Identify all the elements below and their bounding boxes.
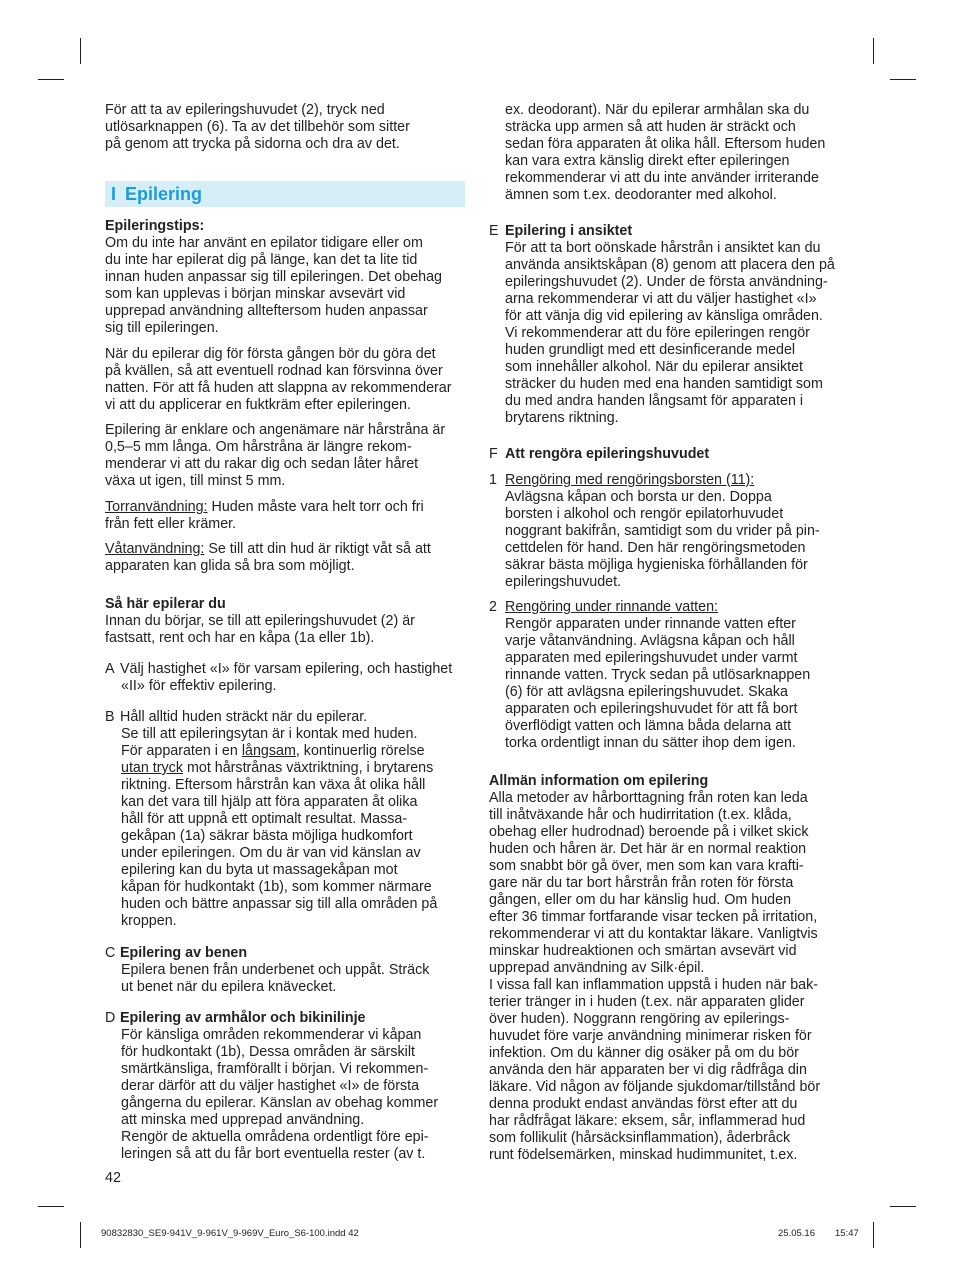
general-line: som snabbt bör gå över, men som kan vara krafti-: [489, 858, 804, 874]
step-b-line: kroppen.: [121, 913, 177, 929]
general-line: gången, eller om du har känslig hud. Om huden: [489, 892, 792, 908]
step-e-line: epileringshuvudet (2). Under de första användning-: [505, 274, 828, 290]
step-b-line: gekåpan (1a) säkrar bästa möjliga hudkomfort: [121, 828, 413, 844]
step-b-line: huden och bättre anpassar sig till alla områden på: [121, 896, 438, 912]
general-line: obehag eller hudrodnad) beroende på i vilket skick: [489, 824, 809, 840]
section-letter: I: [111, 184, 117, 204]
general-line: läkare. Vid någon av följande sjukdomar/tillstånd bör: [489, 1079, 821, 1095]
step-e-line: huden grundligt med ett desinficerande medel: [505, 342, 796, 358]
paragraph-line: När du epilerar dig för första gången bör du göra det: [105, 346, 436, 362]
cleaning-2-line: apparaten med epileringshuvudet under varmt: [505, 650, 798, 666]
step-b-text: För apparaten i en: [121, 743, 242, 759]
step-e-line: För att ta bort oönskade hårstrån i ansiktet kan du: [505, 240, 821, 256]
step-c-title: Epilering av benen: [120, 945, 248, 961]
general-heading: Allmän information om epilering: [489, 773, 709, 789]
step-d-line: För känsliga områden rekommenderar vi kåpan: [121, 1027, 422, 1043]
step-marker: A: [105, 661, 115, 677]
step-b-line: Se till att epileringsytan är i kontak med huden.: [121, 726, 418, 742]
intro-line: utlösarknappen (6). Ta av det tillbehör som sitter: [105, 119, 410, 135]
wet-use-line: apparaten kan glida så bra som möjligt.: [105, 558, 355, 574]
step-b-line: riktning. Eftersom hårstrån kan växa åt olika håll: [121, 777, 426, 793]
step-d-continued-line: kan vara extra känslig direkt efter epileringen: [505, 153, 790, 169]
paragraph-line: natten. För att få huden att slappna av rekommenderar: [105, 380, 452, 396]
step-b-line: under epileringen. Om du är van vid känslan av: [121, 845, 421, 861]
paragraph-line: Epilering är enklare och angenämare när hårstråna är: [105, 422, 446, 438]
step-b-underlined: långsam: [241, 743, 296, 759]
how-line: Innan du börjar, se till att epileringshuvudet (2) är: [105, 613, 415, 629]
step-d-line: för hudkontakt (1b), Dessa områden är särskilt: [121, 1044, 416, 1060]
step-c-line: ut benet när du epilera knävecket.: [121, 979, 337, 995]
dry-use-label: Torranvändning:: [105, 499, 208, 515]
step-b-line: håll för att uppnå ett optimalt resultat. Massa-: [121, 811, 408, 827]
cleaning-2-line: Rengör apparaten under rinnande vatten efter: [505, 616, 796, 632]
step-e-line: Vi rekommenderar att du före epileringen rengör: [505, 325, 810, 341]
crop-mark-top-left-horizontal: [38, 79, 64, 80]
step-marker: 2: [489, 599, 497, 615]
general-line: som follikulit (hårsäcksinflammation), åderbråck: [489, 1130, 791, 1146]
step-d-title: Epilering av armhålor och bikinilinje: [120, 1010, 366, 1026]
crop-mark-bottom-left-horizontal: [38, 1206, 64, 1207]
tips-line: Om du inte har använt en epilator tidigare eller om: [105, 235, 423, 251]
general-line: minskar hudreaktionen och smärtan avsevärt vid: [489, 943, 797, 959]
step-b-line: kåpan för hudkontakt (1b), som kommer närmare: [121, 879, 432, 895]
step-d-line: Rengör de aktuella områdena ordentligt före epi-: [121, 1129, 429, 1145]
general-line: huden och håren är. Det här är en normal reaktion: [489, 841, 807, 857]
step-d-continued-line: ex. deodorant). När du epilerar armhålan ska du: [505, 102, 810, 118]
cleaning-1-line: säkrar bästa möjliga hygieniska förhållanden för: [505, 557, 808, 573]
step-e-line: använda ansiktskåpan (8) genom att placera den på: [505, 257, 835, 273]
step-e-line: som innehåller alkohol. När du epilerar ansiktet: [505, 359, 804, 375]
step-b-underlined: utan tryck: [121, 760, 183, 776]
cleaning-2-line: överflödigt vatten och lämna båda delarna att: [505, 718, 792, 734]
tips-line: du inte har epilerat dig på länge, kan det ta lite tid: [105, 252, 418, 268]
step-b-line: kan det vara till hjälp att föra apparaten åt olika: [121, 794, 418, 810]
step-d-line: gångerna du epilerar. Känslan av obehag kommer: [121, 1095, 439, 1111]
how-heading: Så här epilerar du: [105, 596, 226, 612]
general-line: efter 36 timmar fortfarande visar tecken på irritation,: [489, 909, 818, 925]
crop-mark-bottom-right-horizontal: [890, 1206, 916, 1207]
step-f-title: Att rengöra epileringshuvudet: [505, 446, 710, 462]
step-e-line: arna rekommenderar vi att du väljer hastighet «I»: [505, 291, 817, 307]
cleaning-2-line: rinnande vatten. Tryck sedan på utlösarknappen: [505, 667, 811, 683]
general-line: huvudet före varje användning minimerar risken för: [489, 1028, 812, 1044]
cleaning-2-line: varje våtanvändning. Avlägsna kåpan och håll: [505, 633, 795, 649]
tips-line: innan huden anpassar sig till epileringen. Det obehag: [105, 269, 443, 285]
step-b-text: Håll alltid huden sträckt när du epilerar.: [120, 709, 368, 725]
cleaning-2-line: apparaten och epileringshuvudet för att få bort: [505, 701, 798, 717]
footer-filename: 90832830_SE9-941V_9-961V_9-969V_Euro_S6-100.indd 42: [101, 1228, 359, 1239]
cleaning-1-line: noggrant bakifrån, samtidigt som du vrider på pin-: [505, 523, 820, 539]
section-heading-epilering: [105, 181, 465, 207]
cleaning-1-line: borsten i alkohol och rengör epilatorhuvudet: [505, 506, 784, 522]
tips-line: som kan upplevas i början minskar avsevärt vid: [105, 286, 406, 302]
step-e-title: Epilering i ansiktet: [505, 223, 633, 239]
footer-time: 15:47: [835, 1228, 859, 1239]
cleaning-2-title: Rengöring under rinnande vatten:: [505, 599, 719, 615]
step-marker: D: [105, 1010, 116, 1026]
tips-heading: Epileringstips:: [105, 218, 205, 234]
cleaning-1-title: Rengöring med rengöringsborsten (11):: [505, 472, 755, 488]
general-line: till inåtväxande hår och hudirritation (t.ex. klåda,: [489, 807, 792, 823]
cleaning-2-line: torka ordentligt innan du sätter ihop dem igen.: [505, 735, 796, 751]
step-c-line: Epilera benen från underbenet och uppåt. Sträck: [121, 962, 430, 978]
general-line: I vissa fall kan inflammation uppstå i huden när bak-: [489, 977, 819, 993]
step-b-line: [121, 760, 473, 777]
cleaning-1-line: Avlägsna kåpan och borsta ur den. Doppa: [505, 489, 772, 505]
step-d-continued-line: sträcka upp armen så att huden är sträckt och: [505, 119, 796, 135]
crop-mark-bottom-right-vertical: [873, 1222, 874, 1248]
step-d-continued-line: ämnen som t.ex. deodoranter med alkohol.: [505, 187, 777, 203]
step-e-line: brytarens riktning.: [505, 410, 619, 426]
step-marker: 1: [489, 472, 497, 488]
general-line: rekommenderar vi att du kontaktar läkare. Vanligtvis: [489, 926, 818, 942]
step-e-line: för att vänja dig vid epilering av känsliga områden.: [505, 308, 823, 324]
general-line: runt födelsemärken, minskad hudimmunitet, t.ex.: [489, 1147, 798, 1163]
paragraph-line: på kvällen, så att eventuell rodnad kan försvinna över: [105, 363, 443, 379]
step-d-line: leringen så att du får bort eventuella rester (av t.: [121, 1146, 426, 1162]
paragraph-line: 0,5–5 mm långa. Om hårstråna är längre rekom-: [105, 439, 412, 455]
step-marker: B: [105, 709, 115, 725]
dry-use-line: från fett eller krämer.: [105, 516, 237, 532]
step-marker: E: [489, 223, 499, 239]
crop-mark-top-left-vertical: [80, 38, 81, 64]
step-e-line: sträcker du huden med ena handen samtidigt som: [505, 376, 823, 392]
step-b-line: [121, 743, 473, 760]
step-e-line: du med andra handen långsamt för apparaten i: [505, 393, 804, 409]
step-d-continued-line: rekommenderar vi att du inte använder irriterande: [505, 170, 819, 186]
general-line: terier tränger in i huden (t.ex. när apparaten glider: [489, 994, 805, 1010]
step-d-line: att minska med upprepad användning.: [121, 1112, 365, 1128]
cleaning-2-line: (6) för att avlägsna epileringshuvudet. Skaka: [505, 684, 788, 700]
step-a-text: Välj hastighet «I» för varsam epilering, och hastighet: [120, 661, 453, 677]
dry-use-line: [105, 499, 473, 516]
paragraph-line: menderar vi att du rakar dig och sedan låter håret: [105, 456, 419, 472]
general-line: över huden). Noggrann rengöring av epilerings-: [489, 1011, 790, 1027]
intro-line: För att ta av epileringshuvudet (2), tryck ned: [105, 102, 385, 118]
page-number: 42: [105, 1170, 121, 1186]
general-line: Alla metoder av hårborttagning från roten kan leda: [489, 790, 808, 806]
wet-use-label: Våtanvändning:: [105, 541, 205, 557]
step-d-line: derar därför att du väljer hastighet «I» de första: [121, 1078, 420, 1094]
cleaning-1-line: epileringshuvudet.: [505, 574, 622, 590]
step-d-line: smärtkänsliga, framförallt i början. Vi rekommen-: [121, 1061, 429, 1077]
paragraph-line: vi att du applicerar en fuktkräm efter epileringen.: [105, 397, 411, 413]
general-line: har rådfrågat läkare: eksem, sår, inflammerad hud: [489, 1113, 806, 1129]
tips-line: sig till epileringen.: [105, 320, 219, 336]
tips-line: upprepad användning allteftersom huden anpassar: [105, 303, 428, 319]
intro-line: på genom att trycka på sidorna och dra av det.: [105, 136, 400, 152]
general-line: använda den här apparaten ber vi dig rådfråga din: [489, 1062, 807, 1078]
step-marker: F: [489, 446, 498, 462]
section-title: Epilering: [125, 184, 203, 204]
crop-mark-bottom-left-vertical: [80, 1222, 81, 1248]
wet-use-text: Se till att din hud är riktigt våt så att: [204, 541, 431, 557]
step-b-text: , kontinuerlig rörelse: [295, 743, 425, 759]
general-line: upprepad användning av Silk·épil.: [489, 960, 705, 976]
crop-mark-top-right-horizontal: [890, 79, 916, 80]
paragraph-line: växa ut igen, till minst 5 mm.: [105, 473, 286, 489]
general-line: infektion. Om du känner dig osäker på om du bör: [489, 1045, 799, 1061]
general-line: denna produkt endast användas först efter att du: [489, 1096, 798, 1112]
step-b-text: mot hårstrånas växtriktning, i brytarens: [182, 760, 434, 776]
step-a-line: «II» för effektiv epilering.: [121, 678, 277, 694]
how-line: fastsatt, rent och har en kåpa (1a eller 1b).: [105, 630, 375, 646]
wet-use-line: [105, 541, 473, 558]
step-b-line: epilering kan du byta ut massagekåpan mot: [121, 862, 398, 878]
step-marker: C: [105, 945, 116, 961]
footer-date: 25.05.16: [778, 1228, 815, 1239]
general-line: gare när du tar bort hårstrån från roten för första: [489, 875, 794, 891]
step-d-continued-line: sedan föra apparaten åt olika håll. Eftersom huden: [505, 136, 826, 152]
dry-use-text: Huden måste vara helt torr och fri: [207, 499, 424, 515]
cleaning-1-line: cettdelen för hand. Den här rengöringsmetoden: [505, 540, 806, 556]
crop-mark-top-right-vertical: [873, 38, 874, 64]
